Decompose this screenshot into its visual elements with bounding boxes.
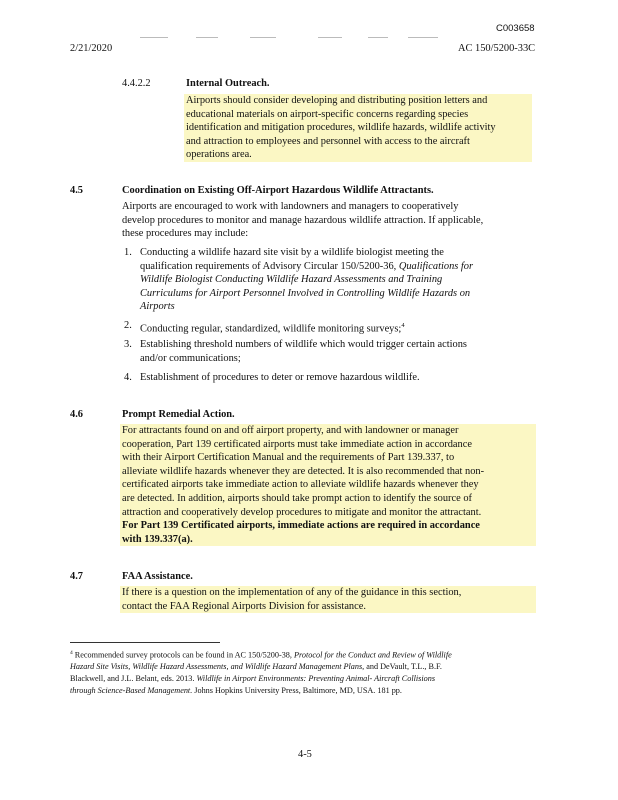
footnote-ref[interactable]: 4 xyxy=(401,322,405,329)
list-item: Conducting regular, standardized, wildlife monitoring surveys;$^4$ xyxy=(140,322,405,335)
section-title: Prompt Remedial Action. xyxy=(122,409,235,420)
section-number: 4.5 xyxy=(70,185,83,196)
scan-artifact xyxy=(408,37,438,38)
scan-artifact xyxy=(250,37,276,38)
list-item: Conducting a wildlife hazard site visit by a wildlife biologist meeting the qualification requirements of Advisory Circular 150/5200-36, Qualifications for Wildlife Biologist Conducting Wildlife Hazard Assessments and Training Curriculums for Airport Personnel Involved in Controlling Wildlife Hazards on Airports xyxy=(140,247,474,313)
page-number: 4-5 xyxy=(298,749,312,760)
scan-artifact xyxy=(318,37,342,38)
list-item: Establishing threshold numbers of wildlife which would trigger certain actions and/or communications; xyxy=(140,339,467,364)
section-title: Coordination on Existing Off-Airport Hazardous Wildlife Attractants. xyxy=(122,185,434,196)
scan-artifact xyxy=(196,37,218,38)
scan-artifact xyxy=(368,37,388,38)
header-doc-id: AC 150/5200-33C xyxy=(458,43,536,54)
footnote: $^4$ Recommended survey protocols can be found in AC 150/5200-38, Protocol for the Conduct and Review of Wildlife Hazard Site Visits, Wildlife Hazard Assessments, and Wildlife Hazard Management Plans, and DeVault, T.L., B.F. Blackwell, and J.L. Belant, eds. 2013. Wildlife in Airport Environments: Preventing Animal- Aircraft Collisions through Science-Based Management. Johns Hopkins University Press, Baltimore, MD, USA. 181 pp. xyxy=(70,650,452,695)
list-item-number: 2. xyxy=(124,320,132,331)
section-number: 4.4.2.2 xyxy=(122,78,151,89)
section-number: 4.7 xyxy=(70,571,83,582)
footnote-separator xyxy=(70,642,220,643)
section-45-intro: Airports are encouraged to work with landowners and managers to cooperatively develop procedures to monitor and manage hazardous wildlife attraction. If applicable, these procedures may include: xyxy=(122,201,484,240)
list-item-number: 3. xyxy=(124,339,132,350)
list-item: Establishment of procedures to deter or remove hazardous wildlife. xyxy=(140,372,420,383)
section-47-body: If there is a question on the implementation of any of the guidance in this section, contact the FAA Regional Airports Division for assistance. xyxy=(120,586,536,613)
section-4422-body: Airports should consider developing and distributing position letters and educational materials on airport-specific concerns regarding species identification and mitigation procedures, wildlife hazards, wildlife activity and attraction to employees and personnel with access to the aircraft operations area. xyxy=(184,94,532,162)
section-title: Internal Outreach. xyxy=(186,78,270,89)
header-date: 2/21/2020 xyxy=(70,43,113,54)
section-title: FAA Assistance. xyxy=(122,571,193,582)
bates-stamp: C003658 xyxy=(496,23,535,34)
section-number: 4.6 xyxy=(70,409,83,420)
list-item-number: 4. xyxy=(124,372,132,383)
scan-artifact xyxy=(140,37,168,38)
list-item-number: 1. xyxy=(124,247,132,258)
section-46-body: For attractants found on and off airport property, and with landowner or manager cooperation, Part 139 certificated airports must take immediate action in accordance with their Airport Certification Manual and the requirements of Part 139.337, to alleviate wildlife hazards whenever they are detected. It is also recommended that non- certificated airports take immediate action to alleviate wildlife hazards whenever they are detected. In addition, airports should take prompt action to identify the source of attraction and cooperatively develop procedures to mitigate and monitor the attractant. For Part 139 Certificated airports, immediate actions are required in accordance with 139.337(a). xyxy=(120,424,536,546)
